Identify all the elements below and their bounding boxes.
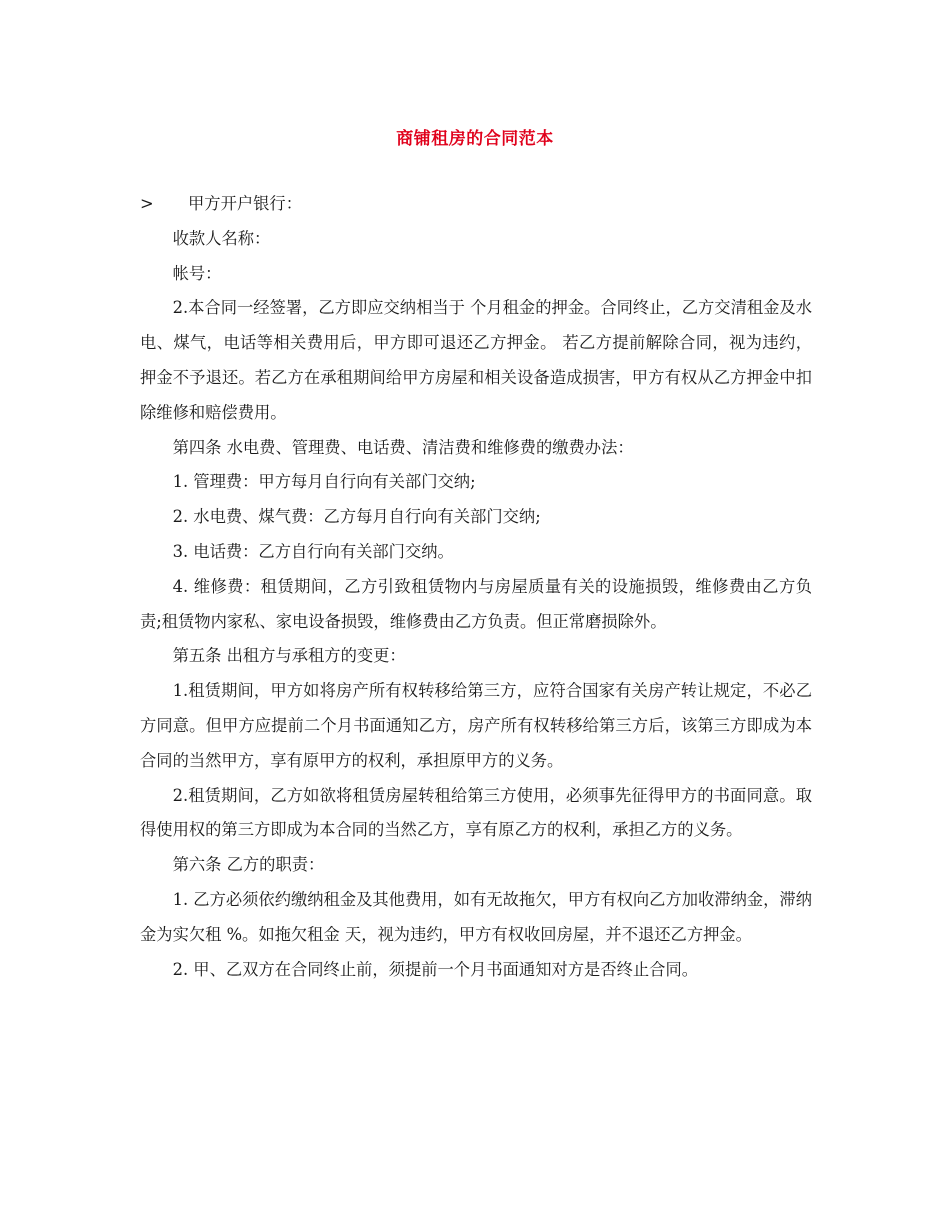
paragraph-account: 帐号：	[172, 263, 222, 283]
article-4-heading: 第四条 水电费、管理费、电话费、清洁费和维修费的缴费办法：	[172, 437, 634, 457]
article-4-item-3: 3. 电话费：乙方自行向有关部门交纳。	[172, 541, 454, 561]
paragraph-payee: 收款人名称：	[172, 228, 271, 248]
article-5-heading: 第五条 出租方与承租方的变更：	[172, 646, 406, 666]
article-6-heading: 第六条 乙方的职责：	[172, 855, 325, 875]
bullet-text: 甲方开户银行：	[188, 194, 302, 213]
article-5-item-2: 2.租赁期间，乙方如欲将租赁房屋转租给第三方使用，必须事先征得甲方的书面同意。取得使用权的第三方即成为本合同的当然乙方，享有原乙方的权利，承担乙方的义务。	[140, 785, 812, 840]
bullet-line	[140, 187, 812, 222]
article-5-item-1: 1.租赁期间，甲方如将房产所有权转移给第三方，应符合国家有关房产转让规定，不必乙方同意。但甲方应提前二个月书面通知乙方，房产所有权转移给第三方后，该第三方即成为本合同的当然甲方，享有原甲方的权利，承担原甲方的义务。	[140, 681, 812, 770]
chevron-right-icon: >	[140, 194, 154, 213]
article-4-item-4: 4. 维修费：租赁期间，乙方引致租赁物内与房屋质量有关的设施损毁，维修费由乙方负责;租赁物内家私、家电设备损毁，维修费由乙方负责。但正常磨损除外。	[140, 576, 812, 631]
article-4-item-2: 2. 水电费、煤气费：乙方每月自行向有关部门交纳;	[172, 507, 541, 527]
article-6-item-1: 1. 乙方必须依约缴纳租金及其他费用，如有无故拖欠，甲方有权向乙方加收滞纳金，滞纳金为实欠租 %。如拖欠租金 天，视为违约，甲方有权收回房屋，并不退还乙方押金。	[140, 889, 812, 944]
document-title: 商铺租房的合同范本	[396, 129, 554, 149]
article-4-item-1: 1. 管理费：甲方每月自行向有关部门交纳;	[172, 472, 476, 492]
document-body	[140, 187, 812, 987]
paragraph-deposit: 2.本合同一经签署，乙方即应交纳相当于 个月租金的押金。合同终止，乙方交清租金及水电、煤气，电话等相关费用后，甲方即可退还乙方押金。 若乙方提前解除合同，视为违约，押金不予退还。若乙方在承租期间给甲方房屋和相关设备造成损害，甲方有权从乙方押金中扣除维修和赔偿费用。	[140, 298, 812, 422]
article-6-item-2: 2. 甲、乙双方在合同终止前，须提前一个月书面通知对方是否终止合同。	[172, 959, 699, 979]
